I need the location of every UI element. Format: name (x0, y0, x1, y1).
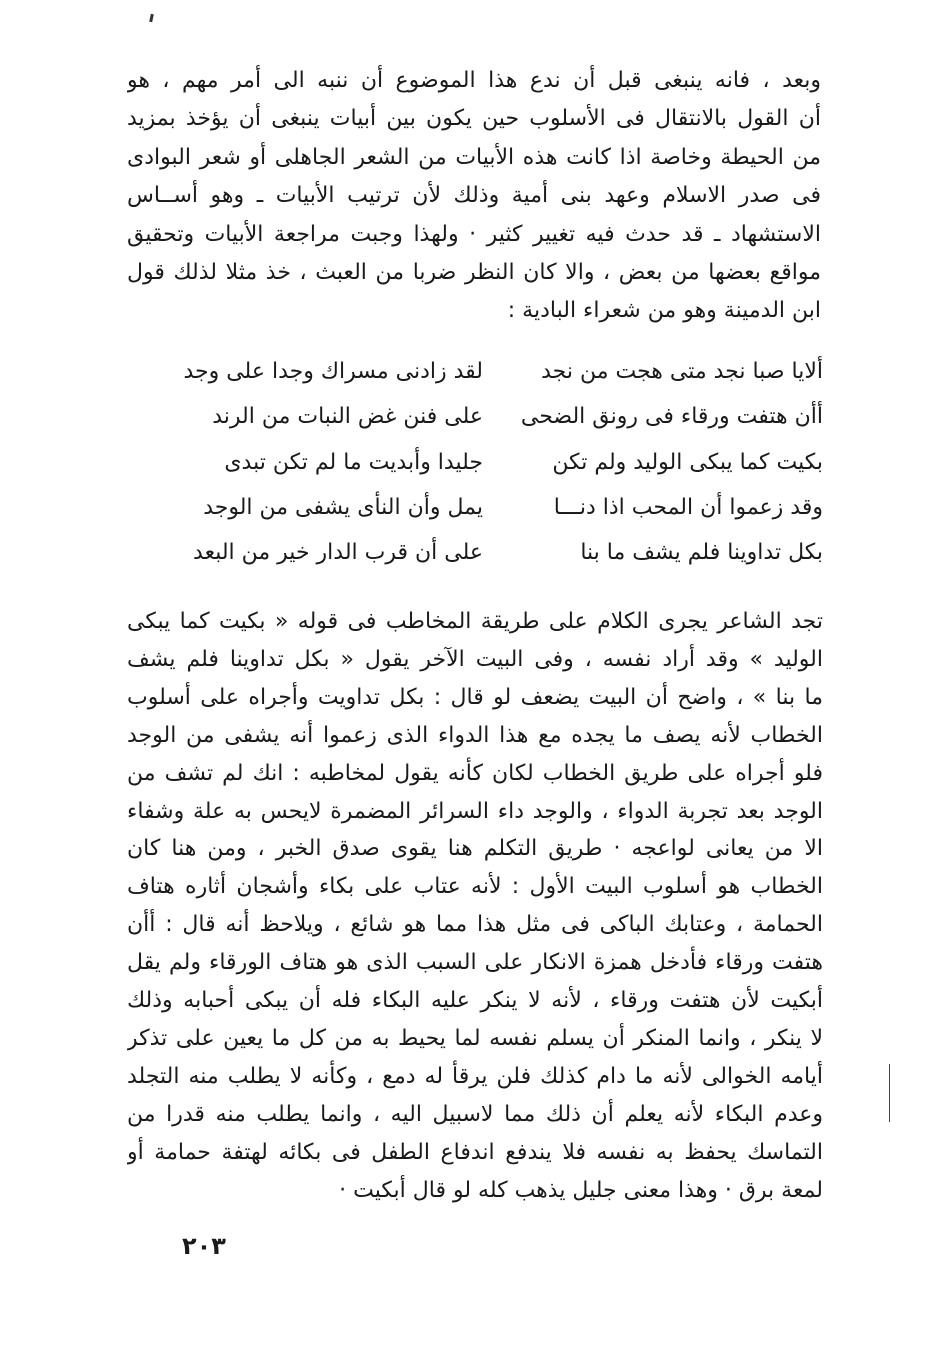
commentary-line: التماسك يحفظ به نفسه فلا يندفع اندفاع الطفل فى بكائه لهتفة حمامة أو (127, 1139, 823, 1165)
intro-line: مواقع بعضها من بعض ، والا كان النظر ضربا من العبث ، خذ مثلا لذلك قول (127, 260, 821, 286)
intro-line: من الحيطة وخاصة اذا كانت هذه الأبيات من الشعر الجاهلى أو شعر البوادى (127, 144, 821, 170)
verse-second-hemistich: لقد زادنى مسراك وجدا على وجد (183, 359, 483, 384)
commentary-line: الخطاب لأنه يصف ما يجده مع هذا الدواء الذى زعموا أنه يشفى من الوجد (127, 722, 823, 748)
verse-second-hemistich: جليدا وأبديت ما لم تكن تبدى (224, 449, 483, 475)
verse-first-hemistich: بكيت كما يبكى الوليد ولم تكن (552, 449, 823, 475)
commentary-line: ما بنا » ، واضح أن البيت يضعف لو قال : بكل تداويت وأجراه على أسلوب (127, 684, 823, 710)
commentary-paragraph (127, 603, 823, 1210)
page-number: ٢٠٣ (182, 1232, 226, 1260)
poem-verse (123, 397, 823, 442)
verse-first-hemistich: بكل تداوينا فلم يشف ما بنا (580, 540, 823, 566)
poem-verse (123, 533, 823, 578)
commentary-line: أبكيت لأن هتفت ورقاء ، لأنه لا ينكر عليه البكاء فله أن يبكى أحبابه وذلك (127, 988, 823, 1014)
intro-line: فى صدر الاسلام وعهد بنى أمية وذلك لأن ترتيب الأبيات ـ وهو أســاس (127, 183, 821, 209)
verse-first-hemistich: ألايا صبا نجد متى هجت من نجد (541, 359, 823, 384)
verse-first-hemistich: أأن هتفت ورقاء فى رونق الضحى (520, 404, 823, 430)
poem-verse (123, 352, 823, 397)
commentary-line: الخطاب هو أسلوب البيت الأول : لأنه عتاب على بكاء وأشجان أثاره هتاف (127, 874, 823, 900)
commentary-line: لمعة برق · وهذا معنى جليل يذهب كله لو قال أبكيت · (339, 1177, 823, 1203)
commentary-line: لا ينكر ، وانما المنكر أن يسلم نفسه لما يحيط به من كل ما يعين على تذكر (127, 1025, 823, 1051)
verse-first-hemistich: وقد زعموا أن المحب اذا دنـــا (553, 494, 823, 520)
intro-line: الاستشهاد ـ قد حدث فيه تغيير كثير · ولهذا وجبت مراجعة الأبيات وتحقيق (127, 221, 821, 247)
commentary-line: الا من يعانى لواعجه · طريق التكلم هنا يقوى صدق الخبر ، ومن هنا كان (127, 836, 823, 862)
intro-line: وبعد ، فانه ينبغى قبل أن ندع هذا الموضوع أن ننبه الى أمر مهم ، هو (127, 68, 821, 93)
commentary-line: فلو أجراه على طريق الخطاب لكان كأنه يقول لمخاطبه : انك لم تشف من (127, 760, 823, 786)
commentary-line: تجد الشاعر يجرى الكلام على طريقة المخاطب فى قوله « بكيت كما يبكى (127, 609, 823, 634)
commentary-line: وعدم البكاء لأنه يعلم أن ذلك مما لاسبيل اليه ، وانما يطلب منه قدرا من (127, 1101, 823, 1127)
commentary-line: هتفت ورقاء فأدخل همزة الانكار على السبب الذى هو هتاف الورقاء ولم يقل (127, 950, 823, 976)
margin-rule-mark (889, 1064, 890, 1122)
intro-line: أن القول بالانتقال فى الأسلوب حين يكون بين أبيات ينبغى أن يؤخذ بمزيد (127, 106, 821, 132)
commentary-line: الوجد بعد تجربة الدواء ، والوجد داء السرائر المضمرة لايحس به علة وشفاء (127, 798, 823, 824)
poem-block (123, 352, 823, 578)
intro-paragraph (127, 62, 821, 331)
verse-second-hemistich: يمل وأن النأى يشفى من الوجد (203, 494, 483, 520)
commentary-line: الوليد » وقد أراد نفسه ، وفى البيت الآخر يقول « بكل تداوينا فلم يشف (127, 646, 823, 672)
poem-verse (123, 443, 823, 488)
verse-second-hemistich: على فنن غض النبات من الرند (212, 404, 483, 430)
poem-verse (123, 488, 823, 533)
intro-line: ابن الدمينة وهو من شعراء البادية : (507, 298, 821, 324)
verse-second-hemistich: على أن قرب الدار خير من البعد (193, 540, 483, 566)
margin-tick-mark (149, 14, 154, 22)
commentary-line: أيامه الخوالى لأنه ما دام كذلك فلن يرقأ له دمع ، وكأنه لا يطلب منه التجلد (127, 1063, 823, 1089)
commentary-line: الحمامة ، وعتابك الباكى فى مثل هذا مما هو شائع ، ويلاحظ أنه قال : أأن (127, 912, 823, 938)
